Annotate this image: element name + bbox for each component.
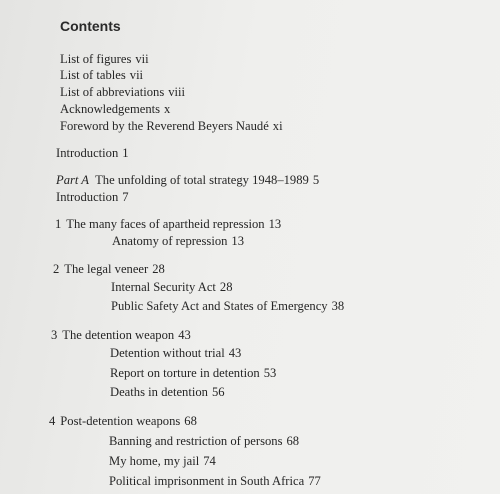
toc-entry-page: vii (135, 52, 149, 66)
toc-entry-list-of-abbreviations (60, 84, 185, 100)
toc-entry-page: 28 (219, 280, 233, 294)
part-label: Part A (56, 173, 90, 187)
toc-section-my-home-my-jail (109, 453, 216, 469)
toc-entry-page: 43 (228, 346, 242, 360)
chapter-number: 4 (49, 414, 56, 428)
chapter-number: 1 (55, 217, 62, 231)
toc-chapter-2 (53, 261, 165, 277)
toc-entry-list-of-tables (60, 67, 143, 83)
toc-entry-title: Anatomy of repression (112, 234, 228, 248)
toc-entry-page: 68 (184, 414, 197, 428)
toc-entry-title: Detention without trial (110, 346, 225, 360)
toc-entry-page: x (164, 102, 171, 116)
toc-entry-page: 5 (312, 173, 320, 187)
toc-entry-page: 7 (122, 190, 129, 204)
toc-entry-title: Deaths in detention (110, 385, 208, 399)
toc-entry-title: Foreword by the Reverend Beyers Naudé (60, 119, 269, 133)
toc-entry-title: Banning and restriction of persons (109, 434, 283, 448)
toc-entry-title: My home, my jail (109, 454, 200, 468)
toc-entry-page: 13 (268, 217, 282, 231)
toc-entry-title: Introduction (56, 190, 119, 204)
toc-entry-page: 53 (263, 366, 277, 380)
contents-heading: Contents (60, 18, 121, 34)
toc-entry-page: vii (129, 68, 144, 82)
toc-entry-foreword (60, 118, 283, 134)
toc-entry-title: The many faces of apartheid repression (66, 217, 265, 231)
toc-entry-page: 74 (203, 454, 216, 468)
toc-chapter-4 (49, 413, 197, 429)
toc-entry-page: xi (272, 119, 283, 133)
toc-entry-title: Introduction (56, 146, 119, 160)
toc-entry-title: Political imprisonment in South Africa (109, 474, 305, 488)
toc-entry-title: List of tables (60, 68, 126, 82)
toc-entry-page: 28 (152, 262, 165, 276)
toc-section-detention-without-trial (110, 345, 241, 361)
toc-entry-part-a-introduction (56, 189, 129, 205)
chapter-number: 2 (53, 262, 60, 276)
toc-entry-page: 38 (331, 299, 345, 313)
toc-entry-introduction (56, 145, 129, 161)
toc-entry-title: Post-detention weapons (60, 414, 181, 428)
toc-entry-page: viii (168, 85, 186, 99)
toc-section-deaths-in-detention (110, 384, 225, 400)
toc-entry-page: 56 (211, 385, 225, 399)
toc-entry-title: The detention weapon (62, 328, 175, 342)
toc-entry-title: List of abbreviations (60, 85, 165, 99)
toc-entry-title: List of figures (60, 52, 132, 66)
toc-entry-page: 13 (231, 234, 245, 248)
toc-entry-title: Public Safety Act and States of Emergency (111, 299, 328, 313)
toc-entry-title: Report on torture in detention (110, 366, 260, 380)
toc-section-banning-and-restriction (109, 433, 299, 449)
toc-entry-page: 77 (308, 474, 321, 488)
toc-entry-page: 43 (178, 328, 191, 342)
toc-entry-part-a (56, 172, 319, 188)
toc-chapter-3 (51, 327, 191, 343)
toc-section-internal-security-act (111, 279, 233, 295)
toc-entry-page: 68 (286, 434, 300, 448)
chapter-number: 3 (51, 328, 58, 342)
toc-entry-acknowledgements (60, 101, 170, 117)
toc-section-public-safety-act (111, 298, 344, 314)
toc-entry-title: Acknowledgements (60, 102, 161, 116)
toc-chapter-1 (55, 216, 281, 232)
toc-entry-title: The legal veneer (64, 262, 149, 276)
toc-entry-title: The unfolding of total strategy 1948–1989 (95, 173, 309, 187)
toc-section-political-imprisonment (109, 473, 321, 489)
toc-entry-title: Internal Security Act (111, 280, 216, 294)
toc-section-report-on-torture (110, 365, 276, 381)
toc-entry-list-of-figures (60, 51, 149, 67)
toc-section-anatomy-of-repression (112, 233, 244, 249)
toc-entry-page: 1 (122, 146, 129, 160)
